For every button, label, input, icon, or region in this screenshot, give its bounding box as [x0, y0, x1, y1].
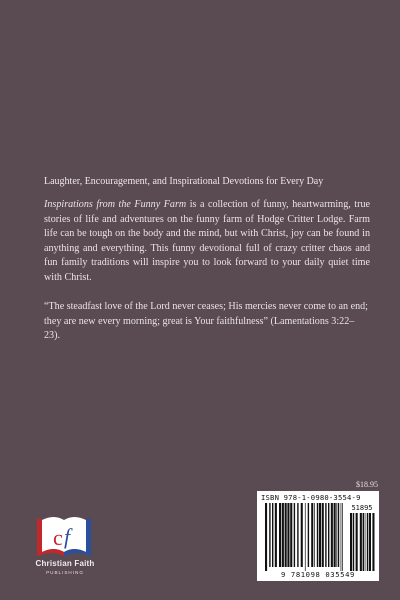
barcode-bar — [367, 513, 368, 571]
barcode-bar — [319, 503, 321, 567]
barcode-bar — [334, 503, 336, 567]
book-title: Inspirations from the Funny Farm — [44, 199, 187, 210]
book-description — [44, 198, 370, 286]
barcode-bar — [279, 503, 281, 567]
barcode-bar — [325, 503, 326, 567]
scripture-quote: “The steadfast love of the Lord never ceases; His mercies never come to an end; they are new every morning; great is Your faithfulness” (Lamentations 3:22–23). — [44, 301, 368, 342]
barcode-bar — [282, 503, 284, 567]
logo-letter-f: f — [64, 524, 71, 549]
barcode-bar — [311, 503, 313, 567]
publisher-subtitle: PUBLISHING — [46, 570, 84, 575]
publisher-name: Christian Faith — [35, 559, 95, 568]
barcode-addon-digits: 51895 — [351, 504, 373, 512]
barcode-bar — [341, 503, 342, 571]
barcode-bar — [285, 503, 287, 567]
barcode-bar — [317, 503, 318, 567]
barcode-bar — [305, 503, 306, 571]
barcode-bar — [275, 503, 277, 567]
barcode-bar — [365, 513, 366, 571]
barcode-bar — [272, 503, 273, 567]
barcode-bar — [301, 503, 303, 567]
barcode-bar — [372, 513, 374, 571]
barcode-bar — [356, 513, 358, 571]
barcode-bar — [290, 503, 292, 567]
barcode-bar — [350, 513, 352, 571]
barcode-bar — [308, 503, 309, 567]
barcode-bar — [360, 513, 362, 571]
barcode-bar — [287, 503, 289, 567]
barcode-box — [257, 491, 379, 581]
publisher-logo-icon — [32, 490, 96, 582]
barcode-bar — [265, 503, 267, 571]
barcode-bar — [328, 503, 329, 567]
barcode-bar — [353, 513, 354, 571]
barcode-bar — [363, 513, 364, 571]
barcode-digits: 9 781098 035549 — [281, 570, 355, 579]
barcode-bar — [342, 503, 343, 571]
barcode-bar — [338, 503, 339, 567]
barcode-bar — [336, 503, 337, 567]
barcode-bar — [297, 503, 298, 567]
logo-letter-c: c — [53, 525, 63, 550]
barcode-bar — [314, 503, 315, 567]
barcode-bar — [294, 503, 295, 567]
barcode-bar — [369, 513, 371, 571]
barcode-bar — [269, 503, 270, 567]
isbn-label: ISBN 978-1-0980-3554-9 — [261, 493, 361, 502]
book-description-text: is a collection of funny, heartwarming, true stories of life and adventures on the funny farm of Hodge Critter Lodge. Farm life can be tough on the body and the mind, but with Christ, joy can be found in anything and everything. This funny devotional full of crazy critter chaos and fun family traditions will inspire you to look forward to your daily quiet time with Christ. — [44, 199, 370, 283]
price: $18.95 — [356, 480, 378, 489]
barcode-bar — [331, 503, 333, 567]
barcode-bar — [322, 503, 324, 567]
tagline: Laughter, Encouragement, and Inspirational Devotions for Every Day — [44, 176, 324, 187]
